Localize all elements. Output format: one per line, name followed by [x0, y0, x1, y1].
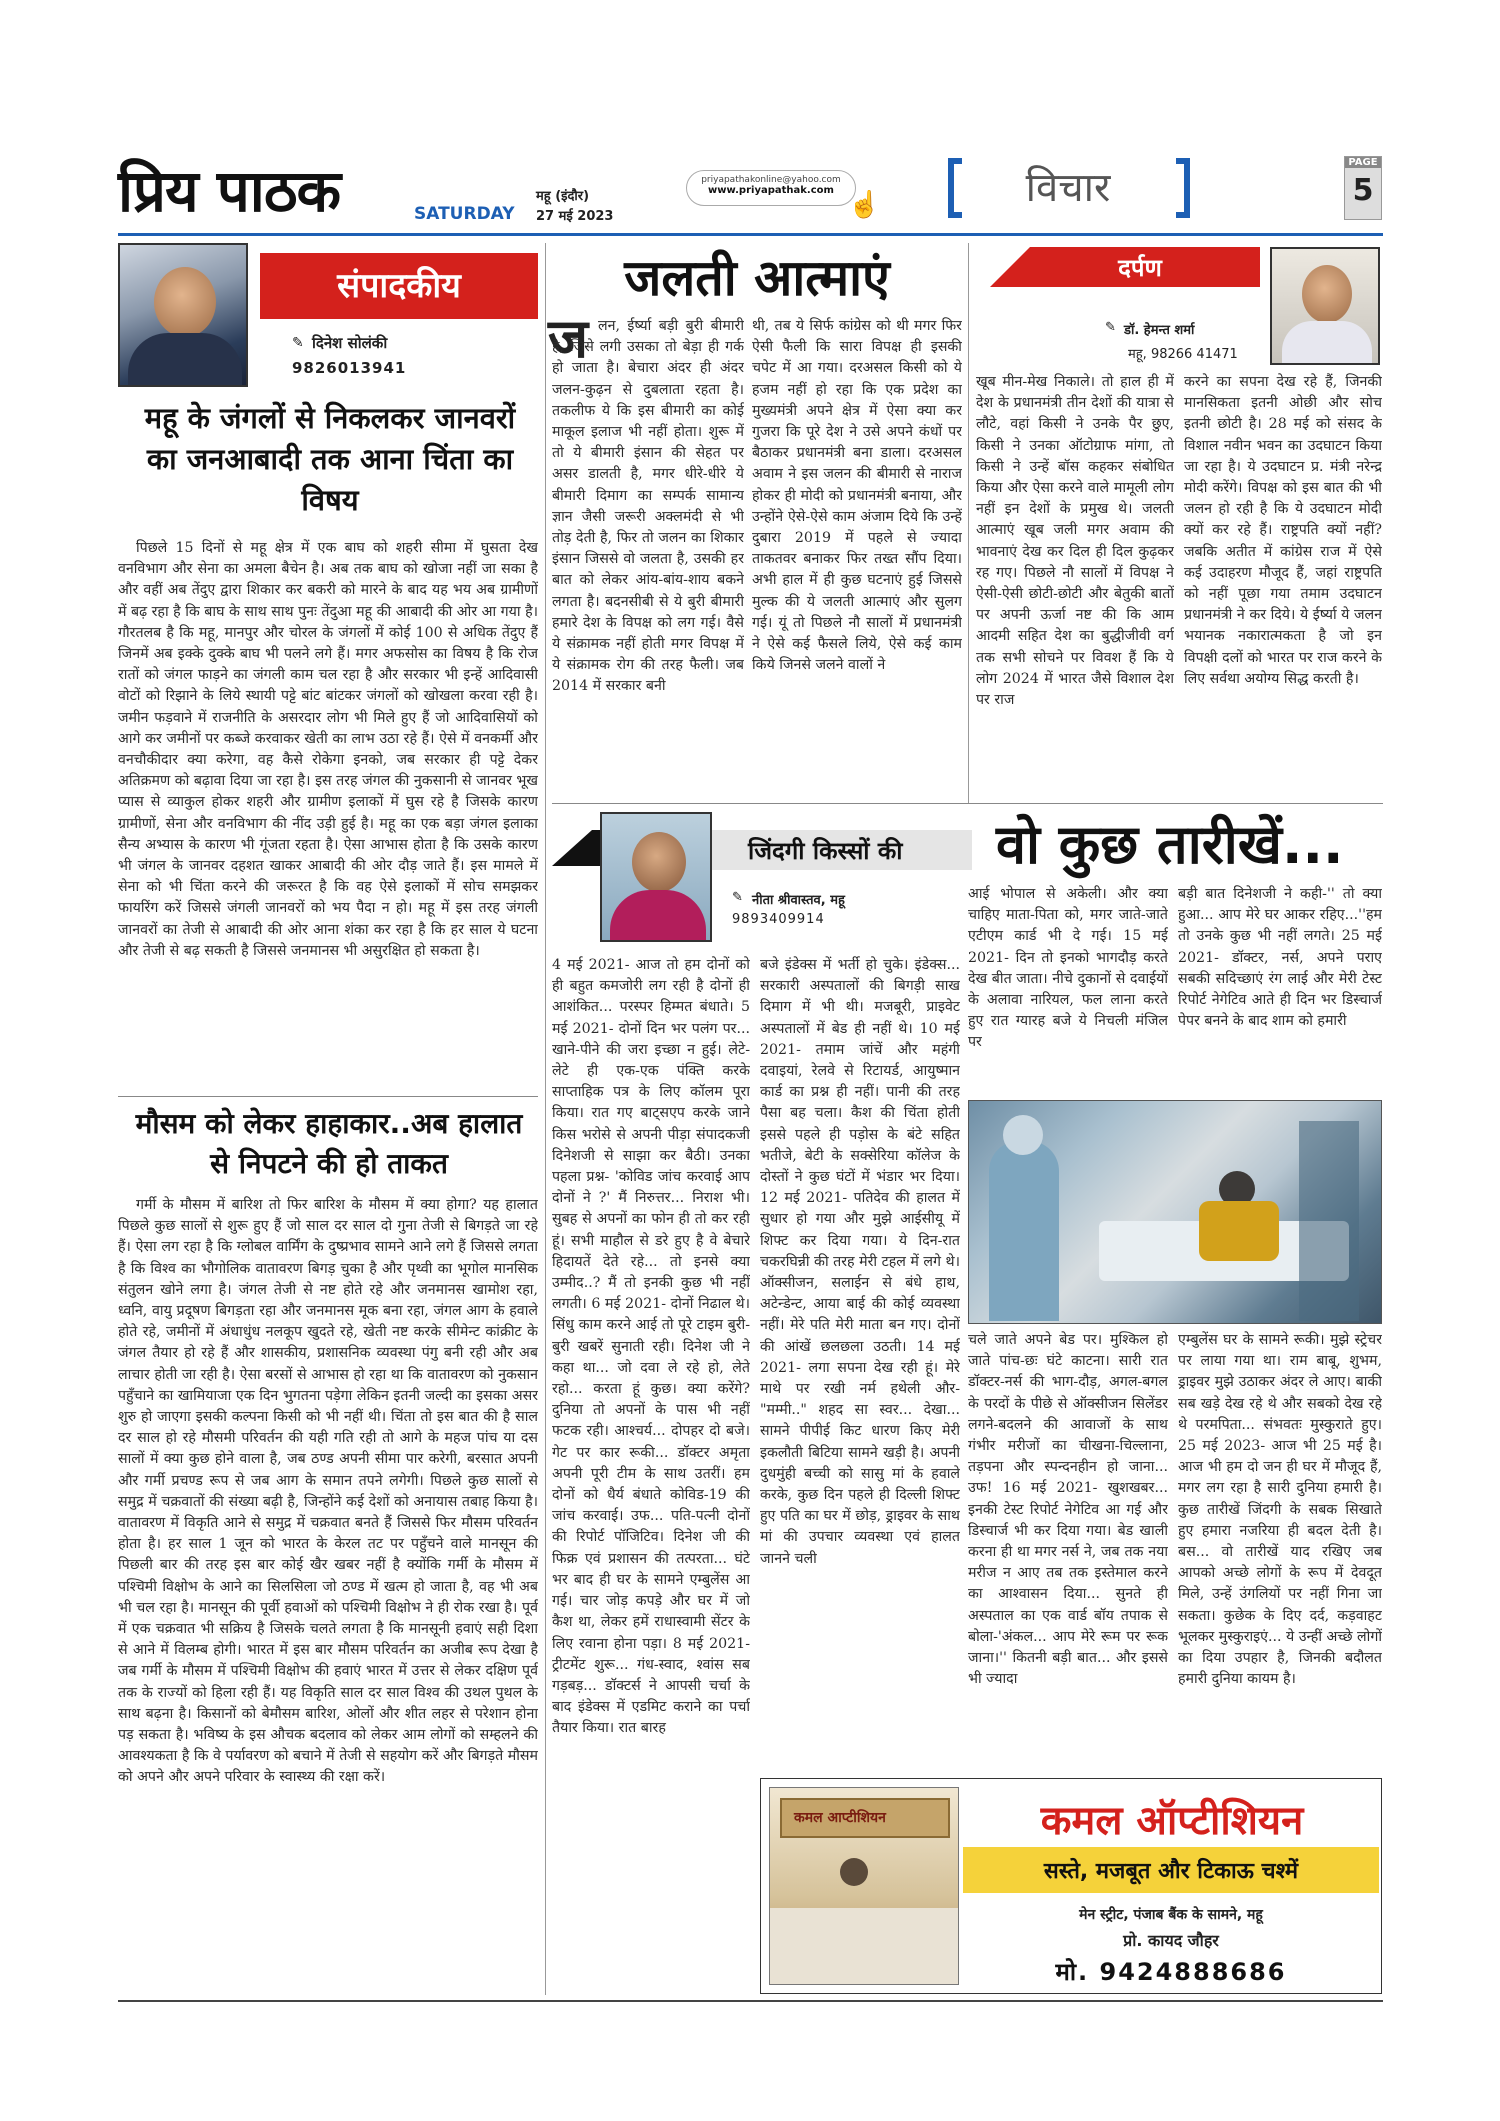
zindagi-phone: 9893409914: [732, 912, 825, 927]
section-bracket-left: [948, 158, 962, 218]
ad-tagline: सस्ते, मजबूत और टिकाऊ चश्में: [1043, 1859, 1299, 1884]
ad-address: मेन स्ट्रीट, पंजाब बैंक के सामने, महू: [1079, 1907, 1263, 1923]
editorial-badge: संपादकीय: [260, 253, 538, 319]
pen-icon: ✎: [292, 335, 304, 351]
masthead-rule: [118, 233, 1383, 236]
ad-title: कमल ऑप्टीशियन: [1040, 1798, 1304, 1844]
editorial-body-2: गर्मी के मौसम में बारिश तो फिर बारिश के मौसम में क्या होगा? यह हालात पिछले कुछ सालों से शुरू हुए हैं जो साल दर साल दो गुना तेजी से बिगड़ते जा रहे हैं। ऐसा लग रहा है कि ग्लोबल वार्मिंग के दुष्प्रभाव सामने आने लगे हैं जिससे लगता है कि विश्व का भौगोलिक वातावरण बिगड़ चुका है और पृथ्वी का भूगोल मानसिक संतुलन खोने लगा है। जंगल तेजी से नष्ट होते रहे और जनमानस खामोश रहा, ध्वनि, वायु प्रदूषण बिगड़ता रहा और जनमानस मूक बना रहा, जंगल आग के हवाले होते रहे, जमीनों में अंधाधुंध नलकूप खुदते रहे, खेती नष्ट करके सीमेन्ट कांक्रीट के जंगल तैयार हो रहे हैं और शासकीय, प्रशासनिक व्यवस्था पंगु बनी रही और अब लाचार होती जा रही है। ऐसा बरसों से आभास हो रहा था कि वातावरण को नुकसान पहुँचाने का खामियाजा एक दिन भुगतना पड़ेगा लेकिन इतनी जल्दी का इसका असर शुरु हो जाएगा इसकी कल्पना किसी को भी नहीं थी। चिंता तो इस बात की है साल दर साल हो रहे मौसमी परिवर्तन की यही गति रही तो आगे के महज पांच या दस सालों में क्या कुछ होने वाला है, जब ठण्ड अपनी सीमा पार करेगी, बरसात अपनी और गर्मी प्रचण्ड रूप से जब आग के समान तपने लगेगी। पिछले कुछ सालों से समुद्र में चक्रवातों की संख्या बढ़ी है, जिन्होंने कई देशों को अनायास तबाह किया है। वातावरण में विकृति आने से समुद्र में चक्रवात बनते हैं जिससे फिर मौसम परिवर्तन होता है। हर साल 1 जून को भारत के केरल तट पर पहुँचने वाले मानसून की पिछली बार की तरह इस बार कोई खैर खबर नहीं है क्योंकि गर्मी के मौसम में पश्चिमी विक्षोभ के आने का सिलसिला जो ठण्ड में खत्म हो जाता है, वह भी अब भी चल रहा है। मानसून की पूर्वी हवाओं को पश्चिमी विक्षोभ ने ही रोक रखा है। पूर्व में एक चक्रवात भी सक्रिय है जिसके चलते लगता है कि मानसूनी हवाएं सही दिशा से आने में विलम्ब होगी। भारत में इस बार मौसम परिवर्तन का अजीब रूप देखा है जब गर्मी के मौसम में पश्चिमी विक्षोभ की हवाएं भारत में उत्तर से लेकर दक्षिण पूर्व तक के राज्यों को हिला रही हैं। यह विकृति साल दर साल विश्व की उथल पुथल के साथ बढ़ना है। किसानों को बेमौसम बारिश, ओलों और शीत लहर से परेशान होना पड़ सकता है। भविष्य के इस औचक बदलाव को लेकर आम लोगों को सम्हलने की आवश्यकता है कि वे पर्यावरण को बचाने में तेजी से सहयोग करें और बिगड़ते मौसम को अपने और अपने परिवार के स्वास्थ्य की रक्षा करें।: [118, 1197, 538, 1786]
zindagi-col-3-bottom: चले जाते अपने बेड पर। मुश्किल हो जाते पांच-छः घंटे काटना। सारी रात डॉक्टर-नर्स की भाग-दौड़, अगल-बगल के परदों के पीछे से ऑक्सीजन सिलेंडर लगने-बदलने की आवाजों के साथ गंभीर मरीजों का चीखना-चिल्लाना, तड़पना और स्पन्दनहीन हो जाना... उफ! 16 मई 2021- खुशखबर... इनकी टेस्ट रिपोर्ट नेगेटिव आ गई और डिस्चार्ज भी कर दिया गया। बेड खाली करना ही था मगर नर्स ने, जब तक नया मरीज न आए तब तक इस्तेमाल करने का आश्वासन दिया... सुनते ही अस्पताल का एक वार्ड बॉय तपाक से बोला-'अंकल... आप मेरे रूम पर रूक जाना।'' कितनी बड़ी बात... और इससे भी ज्यादा: [968, 1332, 1168, 1688]
hand-pointer-icon: ☝: [848, 190, 881, 220]
darpan-col-2: करने का सपना देख रहे हैं, जिनकी मानसिकता इतनी ओछी और सोच इतनी छोटी है। 28 मई को संसद के विशाल नवीन भवन का उदघाटन किया जा रहा है। ये उदघाटन प्र. मंत्री नरेन्द्र मोदी करेंगे। विपक्ष को इस बात की भी जलन हो रही है कि ये उदघाटन मोदी क्यों कर रहे हैं। राष्ट्रपति क्यों नहीं? जबकि अतीत में कांग्रेस राज में ऐसे कई उदाहरण मौजूद हैं, जहां राष्ट्रपति को नहीं पूछा गया तमाम उदघाटन प्रधानमंत्री ने कर दिये। ये ईर्ष्या ये जलन भयानक नकारात्मकता है जो इन विपक्षी दलों को भारत पर राज करने के लिए सर्वथा अयोग्य सिद्ध करती है।: [1184, 374, 1382, 687]
zindagi-author: नीता श्रीवास्तव, महू: [752, 893, 845, 908]
section-title: विचार: [1025, 165, 1111, 211]
edition-city: महू (इंदौर): [536, 189, 590, 204]
editorial-header: [118, 243, 538, 389]
day-label: SATURDAY: [414, 204, 515, 224]
darpan-col-1: खूब मीन-मेख निकाले। तो हाल ही में देश के प्रधानमंत्री तीन देशों की यात्रा से लौटे, वहां किसी ने उनके पैर छुए, किसी ने उनका ऑटोग्राफ मांगा, तो किसी ने उन्हें बॉस कहकर संबोधित किया और ऐसा करने वाले मामूली लोग नहीं इन देशों के प्रमुख थे। जलती आत्माएं खूब जली मगर अवाम की भावनाएं देख कर दिल ही दिल कुढ़कर रह गए। पिछले नौ सालों में विपक्ष ने ऐसी-ऐसी छोटी-छोटी और बेतुकी बातों पर अपनी ऊर्जा नष्ट की कि आम आदमी सहित देश का बुद्धीजीवी वर्ग तक सभी सोचने पर विवश हैं कि ये लोग 2024 में भारत जैसे विशाल देश पर राज: [976, 374, 1174, 709]
zindagi-author-photo: [600, 812, 712, 942]
ad-proprietor: प्रो. कायद जौहर: [1123, 1931, 1219, 1950]
zindagi-col-4-top: बड़ी बात दिनेशजी ने कही-'' तो क्या हुआ... आप मेरे घर आकर रहिए...''हम तो उनके कुछ भी नहीं लगते। 25 मई 2021- डॉक्टर, नर्स, अपने पराए सबकी सदिच्छाएं रंग लाई और मेरी टेस्ट रिपोर्ट नेगेटिव आते ही दिन भर डिस्चार्ज पेपर बनने के बाद शाम को हमारी: [1178, 886, 1382, 1030]
ad-mobile: मो. 9424888686: [1055, 1958, 1287, 1986]
ad-shop-sign: कमल आप्टीशियन: [794, 1810, 886, 1826]
pen-icon: ✎: [732, 890, 743, 905]
darpan-place-phone: महू, 98266 41471: [1128, 347, 1238, 362]
edition-date: 27 मई 2023: [536, 209, 614, 224]
masthead: [118, 150, 1383, 232]
page-label: PAGE: [1345, 157, 1381, 168]
paper-name: प्रिय पाठक: [118, 157, 341, 225]
hospital-photo: [968, 1100, 1382, 1324]
section-divider: [552, 803, 1383, 804]
darpan-author: डॉ. हेमन्त शर्मा: [1124, 323, 1195, 338]
zindagi-col-3-top: आई भोपाल से अकेली। और क्या चाहिए माता-पिता को, मगर जाते-जाते एटीएम कार्ड भी दे गई। 15 मई 2021- दिन तो इनको भागदौड़ करते देख बीत जाता। नीचे दुकानों से दवाईयों के अलावा नारियल, फल लाना करते हुए रात ग्यारह बजे ये निचली मंजिल पर: [968, 886, 1168, 1051]
editor-photo: [118, 243, 248, 387]
zindagi-label: जिंदगी किस्सों की: [748, 837, 903, 865]
page-number-box: [1344, 156, 1382, 220]
darpan-author-photo: [1270, 247, 1380, 365]
ad-shop-photo: [769, 1787, 959, 1985]
footer-rule: [118, 2000, 1383, 2002]
darpan-banner: [990, 247, 1260, 287]
zindagi-col-4-bottom: एम्बुलेंस घर के सामने रूकी। मुझे स्ट्रेचर पर लाया गया था। राम बाबू, शुभम, ड्राइवर मुझे उठाकर अंदर ले आए। बाकी सब खड़े देख रहे थे और सबको देख रहे थे परमपिता... संभवतः मुस्कुराते हुए। 25 मई 2023- आज भी 25 मई है। आज भी हम दो जन ही घर में मौजूद हैं, मगर लग रहा है सारी दुनिया हमारी है। कुछ तारीखें जिंदगी के सबक सिखाते हुए हमारा नजरिया ही बदल देती है। बस... वो तारीखें याद रखिए जब आपको अच्छे लोगों के रूप में देवदूत मिले, उन्हें उंगलियों पर नहीं गिना जा सकता। कुछेक के दिए दर्द, कड़वाहट भूलकर मुस्कुराइएं... ये उन्हीं अच्छे लोगों का दिया उपहार है, जिनकी बदौलत हमारी दुनिया कायम है।: [1178, 1332, 1382, 1688]
center-col-1: लन, ईर्ष्या बड़ी बुरी बीमारी है, जिसे लगी उसका तो बेड़ा ही गर्क हो जाता है। बेचारा अंदर ही अंदर जलन-कुढ़न से दुबलाता रहता है। तकलीफ ये कि इस बीमारी का कोई माकूल इलाज भी नहीं होता। शुरू में तो ये बीमारी इंसान की सेहत पर असर डालती है, मगर धीरे-धीरे ये बीमारी दिमाग का सम्पर्क सामान्य ज्ञान जैसी जरूरी अक्लमंदी से भी तोड़ देती है, फिर तो जलन का शिकार इंसान जिससे वो जलता है, उसकी हर बात को लेकर आंय-बांय-शाय बकने लगता है। बदनसीबी से ये बुरी बीमारी हमारे देश के विपक्ष को लग गई। वैसे ये संक्रामक नहीं होती मगर विपक्ष में ये संक्रामक रोग की तरह फैली। जब 2014 में सरकार बनी: [552, 318, 744, 695]
zindagi-headline: वो कुछ तारीखें...: [996, 813, 1344, 876]
contact-email[interactable]: priyapathakonline@yahoo.com: [701, 175, 841, 185]
contact-website[interactable]: www.priyapathak.com: [708, 185, 834, 196]
zindagi-col-1: 4 मई 2021- आज तो हम दोनों को ही बहुत कमजोरी लग रही है दोनों ही आशंकित... परस्पर हिम्मत बंधाते। 5 मई 2021- दोनों दिन भर पलंग पर... खाने-पीने की जरा इच्छा न हुई। लेटे-लेटे ही एक-एक पंक्ति करके साप्ताहिक पत्र के लिए कॉलम पूरा किया। रात गए बाट्सएप करके जाने किस भरोसे से अपनी पीड़ा संपादकजी दिनेशजी से साझा कर बैठी। उनका पहला प्रश्न- 'कोविड जांच करवाई आप दोनों ने ?' मैं निरुत्तर... निराश भी। सुबह से अपनों का फोन ही तो कर रही हूं। सभी माहौल से डरे हुए है वे बेचारे हिदायतें देते रहे... तो इनसे क्या उम्मीद..? मैं तो इनकी कुछ भी नहीं लगती। 6 मई 2021- दोनों निढाल थे। सिंधु काम करने आई तो पूरे टाइम बुरी-बुरी खबरें सुनाती रही। दिनेश जी ने कहा था... जो दवा ले रहे हो, लेते रहो... करता हूं कुछ। क्या करेंगे? दुनिया तो अपनों के पास भी नहीं फटक रही। आश्चर्य... दोपहर दो बजे। गेट पर कार रूकी... डॉक्टर अमृता अपनी पूरी टीम के साथ उतरीं। हम दोनों को धैर्य बंधाते कोविड-19 की जांच करवाई। उफ... पति-पत्नी दोनों की रिपोर्ट पॉजिटिव। दिनेश जी की फिक्र एवं प्रशासन की तत्परता... घंटे भर बाद ही घर के सामने एम्बुलेंस आ गई। चार जोड़ कपड़े और घर में जो कैश था, लेकर हमें राधास्वामी सेंटर के लिए रवाना होना पड़ा। 8 मई 2021- ट्रीटमेंट शुरू... गंध-स्वाद, श्वांस सब गड़बड़... डॉक्टर्स ने आपसी चर्चा के बाद इंडेक्स में एडमिट कराने का पर्चा तैयार किया। रात बारह: [552, 957, 750, 1737]
editorial-headline-1: महू के जंगलों से निकलकर जानवरों का जनआबादी तक आना चिंता का विषय: [144, 401, 516, 517]
contact-box: [686, 170, 856, 206]
center-dropcap: ज: [548, 307, 589, 370]
column-rule-1: [545, 243, 546, 1995]
column-rule-2: [968, 243, 969, 803]
zindagi-col-2: बजे इंडेक्स में भर्ती हो चुके। इंडेक्स... सरकारी अस्पतालों की बिगड़ी साख दिमाग में भी थी। मजबूरी, प्राइवेट अस्पतालों में बेड ही नहीं थे। 10 मई 2021- तमाम जांचें और महंगी दवाइयां, रेलवे से रिटायर्ड, आयुष्मान कार्ड का प्रश्न ही नहीं। पानी की तरह पैसा बह चला। कैश की चिंता होती इससे पहले ही पड़ोस के बंटे सहित भतीजे, बेटी के सक्सेरिया कॉलेज के दोस्तों ने कुछ घंटों में भंडार भर दिया। 12 मई 2021- पतिदेव की हालत में सुधार हो गया और मुझे आईसीयू में शिफ्ट कर दिया गया। ये दिन-रात चकरघिन्नी की तरह मेरी टहल में लगे थे। ऑक्सीजन, सलाईन से बंधे हाथ, अटेन्डेन्ट, आया बाई की कोई व्यवस्था नहीं। मेरे पति मेरी माता बन गए। दोनों की आंखें छलछला उठती। 14 मई 2021- लगा सपना देख रही हूं। मेरे माथे पर रखी नर्म हथेली और- "मम्मी.." शहद सा स्वर... देखा... सामने पीपीई किट धारण किए मेरी इकलौती बिटिया सामने खड़ी है। अपनी दुधमुंही बच्ची को सासु मां के हवाले करके, कुछ दिन पहले ही दिल्ली शिफ्ट हुए पति का घर में छोड़, ड्राइवर के साथ मां की उपचार व्यवस्था एवं हालत जानने चली: [760, 957, 960, 1567]
pen-icon: ✎: [1105, 320, 1116, 335]
zindagi-banner: [552, 812, 972, 958]
darpan-label: दर्पण: [1118, 254, 1162, 282]
editor-phone: 9826013941: [292, 359, 407, 377]
center-headline: जलती आत्माएं: [624, 249, 890, 307]
editorial-headline-2: मौसम को लेकर हाहाकार..अब हालात से निपटने की हो ताकत: [135, 1107, 523, 1180]
editor-name: दिनेश सोलंकी: [312, 334, 388, 352]
optician-ad: [760, 1778, 1382, 1994]
page-number: 5: [1352, 173, 1374, 208]
section-bracket-right: [1176, 158, 1190, 218]
editorial-divider: [118, 1096, 538, 1097]
center-col-2: थी, तब ये सिर्फ कांग्रेस को थी मगर फिर ऐसी फैली कि सारा विपक्ष ही इसकी चपेट में आ गया। दरअसल किसी को ये हजम नहीं हो रहा कि एक प्रदेश का मुख्यमंत्री अपने क्षेत्र में ऐसा क्या कर गुजरा कि पूरे देश ने उसे अपने कंधों पर बैठाकर प्रधानमंत्री बना डाला। दरअसल अवाम ने इस जलन की बीमारी से नाराज होकर ही मोदी को प्रधानमंत्री बनाया, और उन्होंने ऐसे-ऐसे काम अंजाम दिये कि उन्हें दुबारा 2019 में पहले से ज्यादा ताकतवर बनाकर फिर तख्त सौंप दिया। अभी हाल में ही कुछ घटनाएं हुई जिससे मुल्क की ये जलती आत्माएं और सुलग गई। यूं तो पिछले नौ सालों में प्रधानमंत्री ने ऐसे कई फैसले लिये, ऐसे कई काम किये जिनसे जलने वालों ने: [752, 318, 962, 674]
editorial-body-1: पिछले 15 दिनों से महू क्षेत्र में एक बाघ को शहरी सीमा में घुसता देख वनविभाग और सेना का अमला बैचेन है। अब तक बाघ को खोजा नहीं जा सका है और वहीं अब तेंदुए द्वारा शिकार कर बकरी को मारने के बाद यह भय अब ग्रामीणों में बढ़ रहा है कि बाघ के साथ साथ पुनः तेंदुआ महू की आबादी की ओर आ गया है। गौरतलब है कि महू, मानपुर और चोरल के जंगलों में कोई 100 से अधिक तेंदुए हैं जिनमें अब इक्के दुक्के बाघ भी पलने लगे हैं। मगर अफसोस का विषय है कि रोज रातों को जंगल फाड़ने का जंगली काम चल रहा है और सरकार भी इन्हें आदिवासी वोटों को रिझाने के लिये स्थायी पट्टे बांट बांटकर जंगलों को खोखला करवा रही है। जमीन फड़वाने में राजनीति के असरदार लोग भी मिले हुए हैं जो आदिवासियों को आगे कर जमीनों पर कब्जे करवाकर खेती का लाभ उठा रहे हैं। ऐसे में वनकर्मी और वनचौकीदार क्या करेगा, वह कैसे रोकेगा इनको, जब सरकार ही पट्टे देकर अतिक्रमण को बढ़ावा दिया जा रहा है। इस तरह जंगल की नुकसानी से जानवर भूख प्यास से व्याकुल होकर शहरी और ग्रामीण इलाकों में घुस रहे है जिसके कारण ग्रामीणों, सेना और वनविभाग की नींद उड़ी हुई है। महू का एक बड़ा जंगल इलाका सैन्य अभ्यास के कारण भी गूंजता रहता है। ऐसा आभास होता है कि उसके कारण भी जंगल के जानवर दहशत खाकर आबादी की ओर दौड़ जाते हैं। इस मामले में सेना को भी चिंता करने की जरूरत है कि वह ऐसे इलाकों में सोच समझकर फायरिंग करें जिससे जंगली जानवरों को भय पैदा न हो। महू में इस तरह जंगली जानवरों का तेजी से आबादी की ओर आना शंका कर रहा है कि हर साल ये घटना और तेजी से बढ़ सकती है जिससे जनमानस भी असुरक्षित हो सकता है।: [118, 540, 538, 959]
